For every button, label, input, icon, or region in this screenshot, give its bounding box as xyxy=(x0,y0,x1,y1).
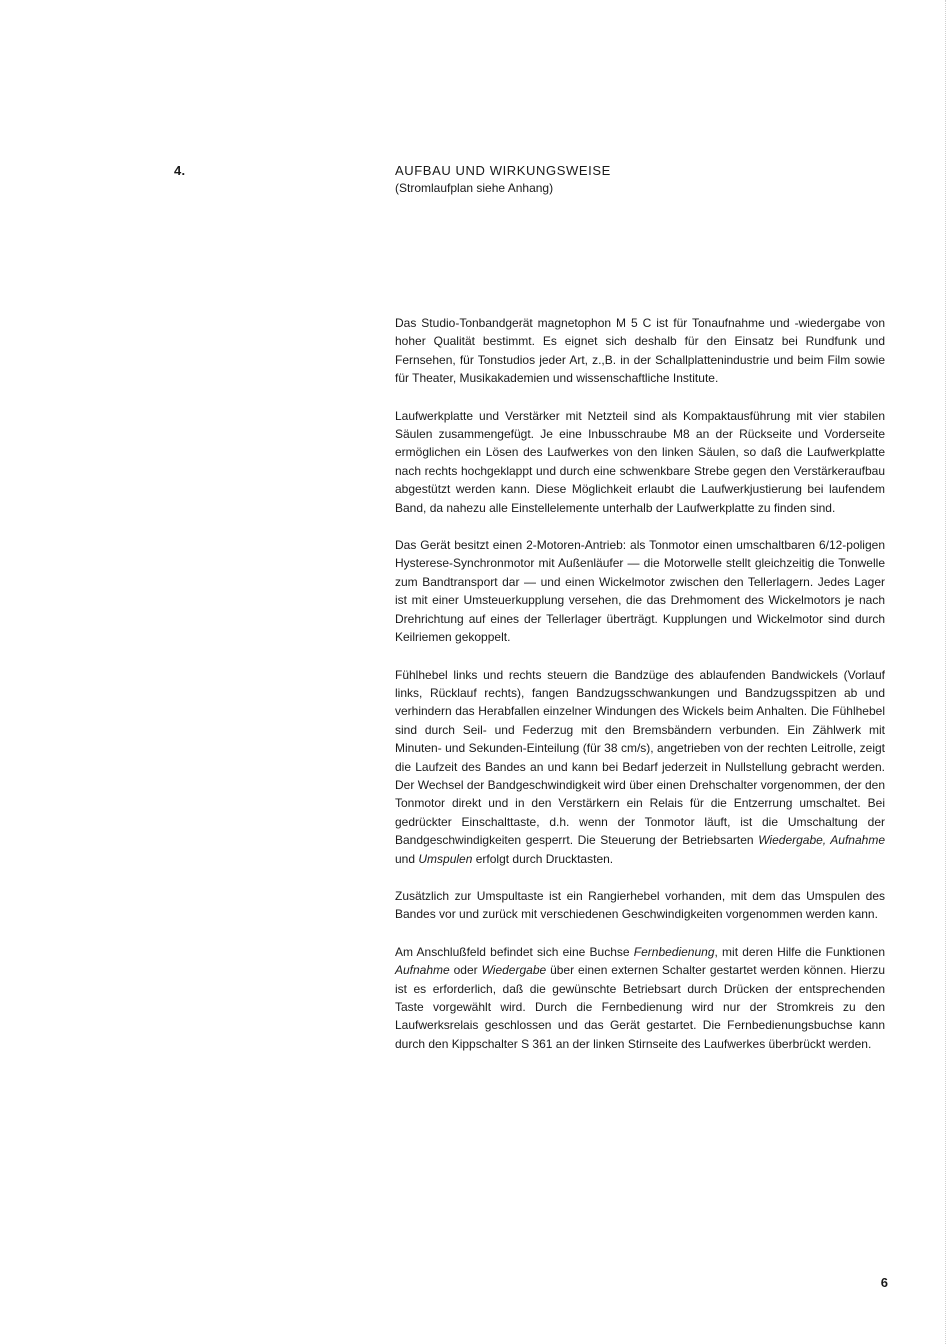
paragraph-remote-control xyxy=(395,943,885,1053)
socket-remote-control: Fernbedienung xyxy=(633,944,715,959)
paragraph-tension-arms-end: erfolgt durch Drucktasten. xyxy=(472,851,614,866)
mode-playback-record: Wiedergabe, Aufnahme xyxy=(758,833,886,848)
body-text xyxy=(395,314,885,1072)
paragraph-remote-mid1: , mit deren Hilfe die Funktionen xyxy=(714,944,885,959)
section-subtitle: (Stromlaufplan siehe Anhang) xyxy=(395,181,554,195)
mode-rewind: Umspulen xyxy=(418,851,473,866)
paragraph-remote-text: Am Anschlußfeld befindet sich eine Buchse xyxy=(395,944,634,959)
paragraph-construction: Laufwerkplatte und Verstärker mit Netzteil sind als Kompaktausführung mit vier stabilen Säulen zusammengefügt. Je eine Inbusschraube M8 an der Rückseite und Vorderseite ermöglichen ein Lösen des Laufwerkes von den linken Säulen, so daß die Laufwerkplatte nach rechts hochgeklappt und durch eine schwenkbare Strebe gegen den Verstärkeraufbau abgestützt werden kann. Diese Möglichkeit erlaubt die Laufwerkjustierung bei laufendem Band, da nahezu alle Einstellelemente unterhalb der Laufwerkplatte zu finden sind. xyxy=(395,408,885,515)
paragraph-tension-arms-and: und xyxy=(395,851,419,866)
paragraph-shuttle-lever: Zusätzlich zur Umspultaste ist ein Rangierhebel vorhanden, mit dem das Umspulen des Bandes vor und zurück mit verschiedenen Geschwindigkeiten vorgenommen werden kann. xyxy=(395,888,885,922)
paragraph-tension-arms xyxy=(395,666,885,868)
section-number: 4. xyxy=(174,163,186,178)
paragraph-remote-mid2: oder xyxy=(449,963,482,978)
function-record: Aufnahme xyxy=(395,963,450,978)
paragraph-intro: Das Studio-Tonbandgerät magnetophon M 5 C ist für Tonaufnahme und -wiedergabe von hoher Qualität bestimmt. Es eignet sich deshalb für den Einsatz bei Rundfunk und Fernsehen, für Tonstudios jeder Art, z.,B. in der Schallplattenindustrie und beim Film sowie für Theater, Musikakademien und wissenschaftliche Institute. xyxy=(395,316,885,386)
scan-edge-artifact xyxy=(945,0,950,1344)
paragraph-remote-end: über einen externen Schalter gestartet werden können. Hierzu ist es erforderlich, daß die gewünschte Betriebsart durch Drücken der entsprechenden Taste vorgewählt wird. Durch die Fernbedienung wird nur der Stromkreis zu den Laufwerksrelais geschlossen und das Gerät gestartet. Die Fernbedienungsbuchse kann durch den Kippschalter S 361 an der linken Stirnseite des Laufwerkes überbrückt werden. xyxy=(395,963,886,1051)
section-title: AUFBAU UND WIRKUNGSWEISE xyxy=(395,163,611,178)
paragraph-motor-drive: Das Gerät besitzt einen 2-Motoren-Antrieb: als Tonmotor einen umschaltbaren 6/12-poligen Hysterese-Synchronmotor mit Außenläufer — die Motorwelle stellt gleichzeitig die Tonwelle zum Bandtransport dar — und einen Wickelmotor zwischen den Tellerlagern. Jedes Lager ist mit einer Umsteuerkupplung versehen, die das Drehmoment des Wickelmotors je nach Drehrichtung auf eines der Tellerlager überträgt. Kupplungen und Wickelmotor sind durch Keilriemen gekoppelt. xyxy=(395,538,885,645)
paragraph-tension-arms-text: Fühlhebel links und rechts steuern die Bandzüge des ablaufenden Bandwickels (Vorlauf links, Rücklauf rechts), fangen Bandzugsschwankungen und Bandzugsspitzen ab und verhindern das Herabfallen einzelner Windungen des Wickels beim Anhalten. Die Fühlhebel sind durch Seil- und Federzug mit den Bremsbändern verbunden. Ein Zählwerk mit Minuten- und Sekunden-Einteilung (für 38 cm/s), angetrieben von der rechten Leitrolle, zeigt die Laufzeit des Bandes an und kann bei Bedarf jederzeit in Nullstellung gebracht werden. Der Wechsel der Bandgeschwindigkeit wird über einen Drehschalter vorgenommen, der den Tonmotor direkt und in den Verstärkern ein Relais für die Entzerrung umschaltet. Bei gedrückter Einschalttaste, d.h. wenn der Tonmotor läuft, ist die Umschaltung der Bandgeschwindigkeiten gesperrt. Die Steuerung der Betriebsarten xyxy=(395,667,885,848)
function-playback: Wiedergabe xyxy=(481,963,547,978)
page-number: 6 xyxy=(880,1275,888,1290)
